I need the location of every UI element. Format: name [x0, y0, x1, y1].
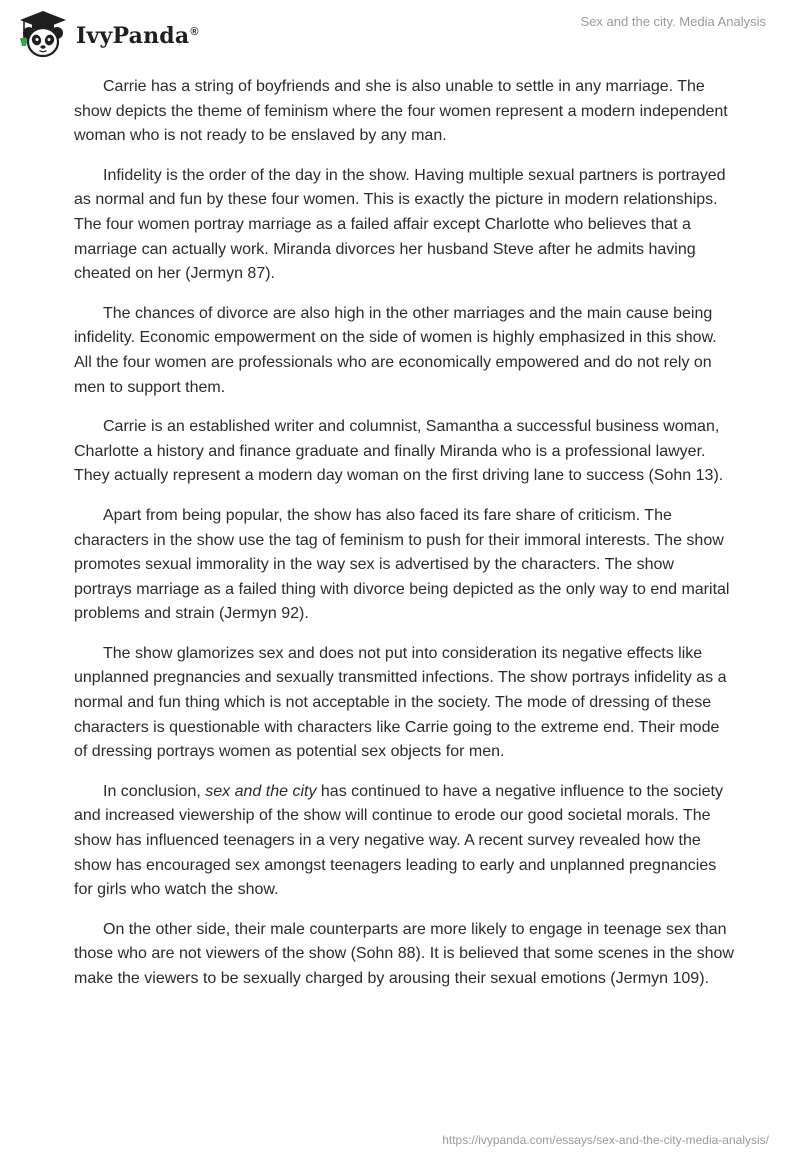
- paragraph: Carrie is an established writer and columnist, Samantha a successful business woman, Charlotte a history and finance graduate and finally Miranda who is a professional lawyer. They actually represent a modern day woman on the first driving lane to success (Sohn 13).: [74, 418, 724, 485]
- paragraph: Infidelity is the order of the day in the show. Having multiple sexual partners is portrayed as normal and fun by these four women. This is exactly the picture in modern relationships. The four women portray marriage as a failed affair except Charlotte who believes that a marriage can actually work. Miranda divorces her husband Steve after he admits having cheated on her (Jermyn 87).: [74, 166, 726, 283]
- logo-text: IvyPanda: [76, 23, 190, 49]
- essay-body: [74, 75, 734, 1007]
- paragraph: The show glamorizes sex and does not put into consideration its negative effects like unplanned pregnancies and sexually transmitted infections. The show portrays infidelity as a normal and fun thing which is not acceptable in the society. The mode of dressing of these characters is questionable with characters like Carrie going to the extreme end. Their mode of dressing portrays women as potential sex objects for men.: [74, 644, 727, 761]
- conclusion-text: has continued to have a negative influence to the society and increased viewership of the show will continue to erode our good societal morals. The show has influenced teenagers in a very negative way. A recent survey revealed how the show has encouraged sex amongst teenagers leading to early and unplanned pregnancies for girls who watch the show.: [74, 782, 723, 899]
- panda-graduate-logo-icon: [14, 8, 72, 62]
- logo-registered-mark: ®: [190, 25, 199, 38]
- conclusion-paragraph: [74, 780, 734, 903]
- paragraph: Carrie has a string of boyfriends and she is also unable to settle in any marriage. The show depicts the theme of feminism where the four women represent a modern independent woman who is not ready to be enslaved by any man.: [74, 78, 728, 145]
- conclusion-lead: In conclusion,: [103, 782, 206, 800]
- ivypanda-logo[interactable]: [14, 8, 199, 62]
- source-url[interactable]: https://ivypanda.com/essays/sex-and-the-city-media-analysis/: [442, 1133, 769, 1147]
- paragraph: On the other side, their male counterparts are more likely to engage in teenage sex than those who are not viewers of the show (Sohn 88). It is believed that some scenes in the show make the viewers to be sexually charged by arousing their sexual emotions (Jermyn 109).: [74, 920, 734, 987]
- document-title: Sex and the city. Media Analysis: [580, 14, 766, 29]
- logo-wordmark: [76, 23, 199, 49]
- paragraph: Apart from being popular, the show has also faced its fare share of criticism. The characters in the show use the tag of feminism to push for their immoral interests. The show promotes sexual immorality in the way sex is advertised by the characters. The show portrays marriage as a failed thing with divorce being depicted as the only way to end marital problems and strain (Jermyn 92).: [74, 506, 730, 623]
- page-header: [0, 0, 800, 70]
- paragraph: The chances of divorce are also high in the other marriages and the main cause being infidelity. Economic empowerment on the side of women is highly emphasized in this show. All the four women are professionals who are economically empowered and do not rely on men to support them.: [74, 304, 717, 396]
- show-title: sex and the city: [205, 782, 317, 800]
